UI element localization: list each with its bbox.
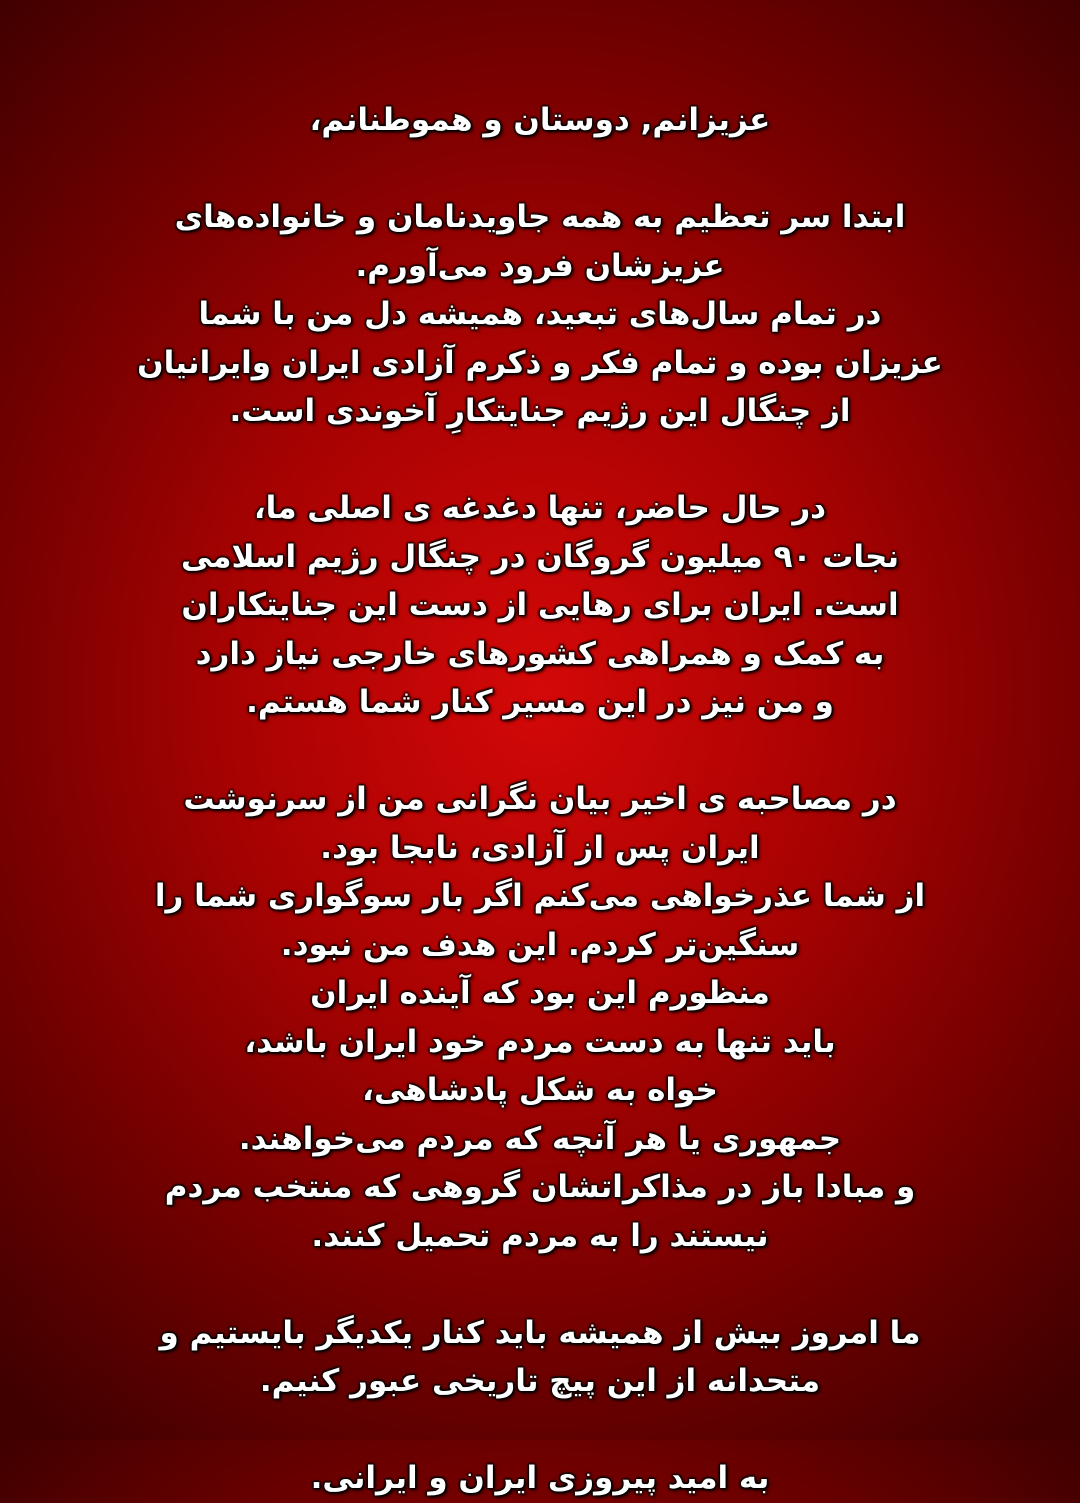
letter-line: و مبادا باز در مذاکراتشان گروهی که منتخب مردم — [164, 1169, 916, 1205]
letter-line: عزیزان بوده و تمام فکر و ذکرم آزادی ایران وایرانیان — [137, 344, 943, 381]
letter-line: ابتدا سر تعظیم به همه جاویدنامان و خانواده‌های — [174, 199, 906, 235]
letter-line: است. ایران برای رهایی از دست این جنایتکاران — [181, 587, 899, 623]
letter-line: ما امروز بیش از همیشه باید کنار یکدیگر بایستیم و — [159, 1314, 921, 1351]
letter-line: جمهوری یا هر آنچه که مردم می‌خواهند. — [238, 1120, 842, 1157]
letter-greeting: عزیزانم, دوستان و هموطنانم، — [309, 102, 771, 138]
letter-line: به کمک و همراهی کشورهای خارجی نیاز دارد — [195, 635, 885, 672]
letter-line: در حال حاضر، تنها دغدغه ی اصلی ما، — [253, 490, 827, 526]
letter-line: سنگین‌تر کردم. این هدف من نبود. — [280, 926, 800, 963]
paragraph-spacer — [0, 1406, 1080, 1455]
letter-line: باید تنها به دست مردم خود ایران باشد، — [244, 1023, 836, 1060]
letter-line: و من نیز در این مسیر کنار شما هستم. — [246, 684, 834, 720]
letter-line: از شما عذرخواهی می‌کنم اگر بار سوگواری شما را — [154, 878, 926, 914]
paragraph-spacer — [0, 1260, 1080, 1309]
paragraph-spacer — [0, 727, 1080, 776]
letter-line: خواه به شکل پادشاهی، — [362, 1072, 718, 1108]
paragraph-spacer — [0, 145, 1080, 194]
letter-line: نیستند را به مردم تحمیل کنند. — [311, 1217, 769, 1254]
letter-closing: به امید پیروزی ایران و ایرانی. — [310, 1460, 770, 1496]
letter-line: در مصاحبه ی اخیر بیان نگرانی من از سرنوشت — [183, 781, 897, 817]
letter-line: ایران پس از آزادی، نابجا بود. — [320, 829, 760, 866]
letter-line: در تمام سال‌های تبعید، همیشه دل من با شما — [198, 296, 882, 332]
letter-line: منظورم این بود که آینده ایران — [310, 975, 770, 1011]
letter-line: نجات ۹۰ میلیون گروگان در چنگال رژیم اسلامی — [180, 538, 900, 575]
letter-line: از چنگال این رژیم جنایتکارِ آخوندی است. — [229, 393, 851, 429]
letter-line: عزیزشان فرود می‌آورم. — [355, 247, 725, 284]
paragraph-spacer — [0, 436, 1080, 485]
letter-line: متحدانه از این پیچ تاریخی عبور کنیم. — [259, 1363, 821, 1399]
